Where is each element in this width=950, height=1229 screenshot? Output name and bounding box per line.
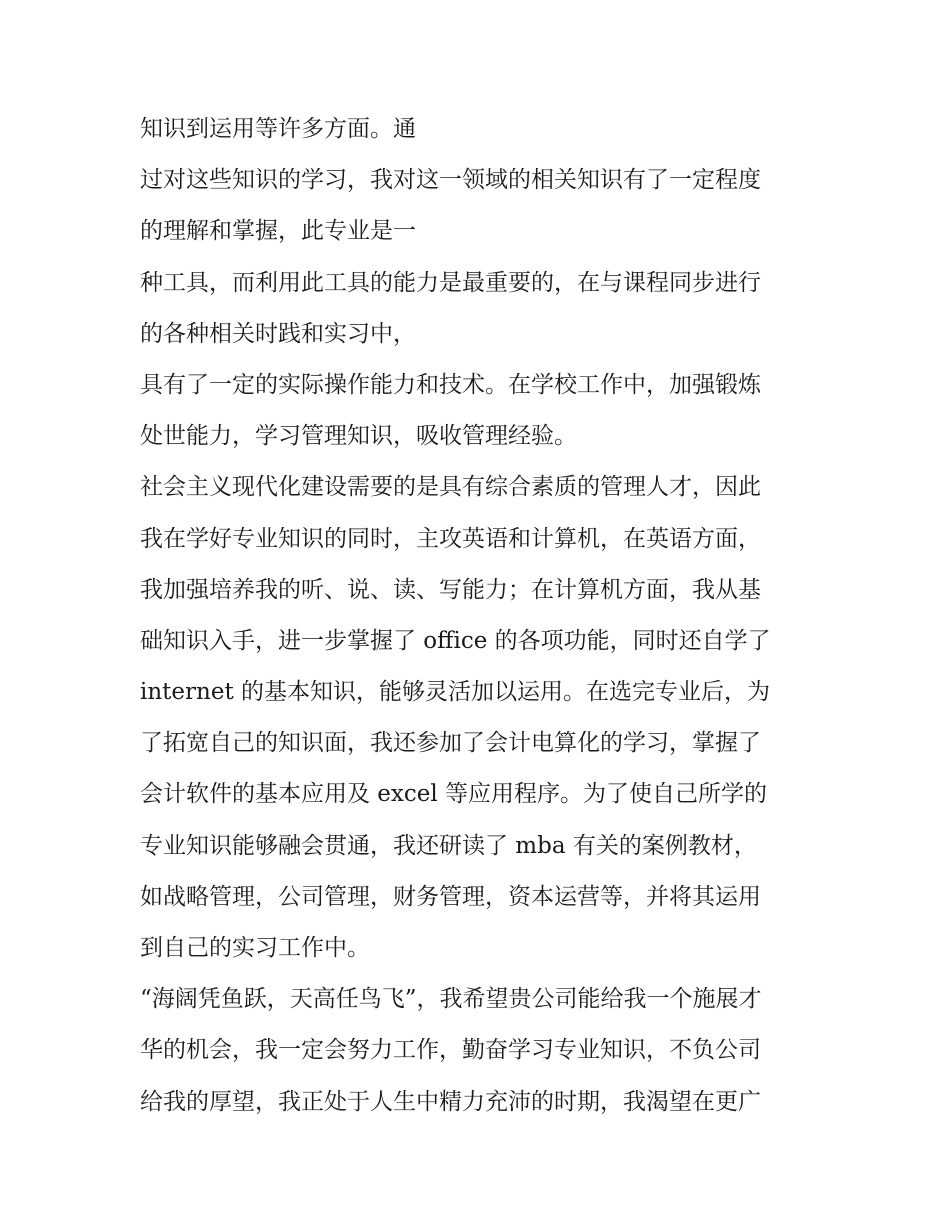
text-line: 种工具，而利用此工具的能力是最重要的，在与课程同步进行 — [140, 269, 761, 296]
text-line: 社会主义现代化建设需要的是具有综合素质的管理人才，因此 — [140, 474, 761, 501]
text-line: 专业知识能够融会贯通，我还研读了 mba 有关的案例教材， — [140, 832, 757, 859]
text-line: 础知识入手，进一步掌握了 office 的各项功能，同时还自学了 — [140, 627, 771, 654]
text-line: 具有了一定的实际操作能力和技术。在学校工作中，加强锻炼 — [140, 371, 761, 398]
text-line: 如战略管理，公司管理，财务管理，资本运营等，并将其运用 — [140, 883, 761, 910]
text-line: “海阔凭鱼跃，天高任鸟飞”，我希望贵公司能给我一个施展才 — [140, 986, 762, 1013]
text-line: 了拓宽自己的知识面，我还参加了会计电算化的学习，掌握了 — [140, 730, 761, 757]
text-line: 我在学好专业知识的同时，主攻英语和计算机，在英语方面， — [140, 525, 761, 552]
text-line: 过对这些知识的学习，我对这一领域的相关知识有了一定程度 — [140, 167, 761, 194]
text-line: 给我的厚望，我正处于人生中精力充沛的时期，我渴望在更广 — [140, 1088, 761, 1115]
text-line: internet 的基本知识，能够灵活加以运用。在选完专业后，为 — [140, 679, 770, 706]
text-line: 的各种相关时践和实习中， — [140, 320, 416, 347]
text-line: 我加强培养我的听、说、读、写能力；在计算机方面，我从基 — [140, 576, 761, 603]
text-line: 华的机会，我一定会努力工作，勤奋学习专业知识，不负公司 — [140, 1037, 761, 1064]
text-line: 会计软件的基本应用及 excel 等应用程序。为了使自己所学的 — [140, 781, 768, 808]
text-line: 到自己的实习工作中。 — [140, 935, 370, 961]
text-line: 知识到运用等许多方面。通 — [140, 116, 416, 142]
text-line: 的理解和掌握，此专业是一 — [140, 218, 416, 245]
text-line: 处世能力，学习管理知识，吸收管理经验。 — [140, 423, 577, 450]
document-body — [140, 104, 820, 1128]
